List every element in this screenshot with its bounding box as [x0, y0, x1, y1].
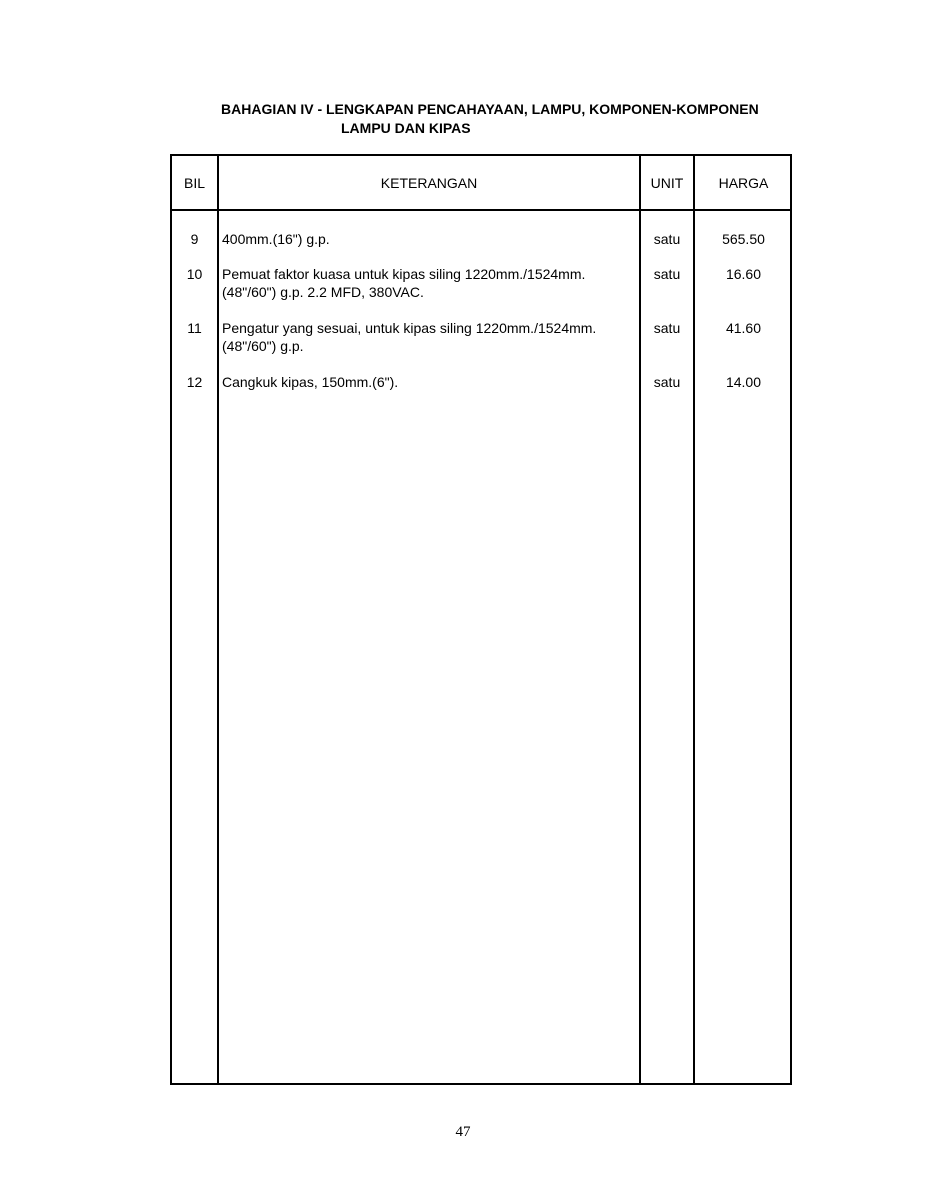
column-divider-unit: [693, 156, 695, 1083]
header-harga: HARGA: [718, 175, 769, 191]
cell-keterangan: [222, 230, 636, 248]
header-unit: UNIT: [650, 175, 684, 191]
column-divider-bil: [217, 156, 219, 1083]
price-table: [170, 154, 792, 1085]
header-bil: BIL: [183, 175, 205, 191]
cell-unit: satu: [653, 266, 681, 282]
cell-unit: satu: [653, 320, 681, 336]
description-line: (48"/60") g.p.: [222, 338, 304, 354]
cell-keterangan: [222, 373, 636, 391]
description-line: 400mm.(16") g.p.: [222, 231, 330, 247]
description-line: Pengatur yang sesuai, untuk kipas siling 1220mm./1524mm.: [222, 320, 597, 336]
cell-bil: 11: [187, 320, 202, 336]
cell-keterangan: [222, 265, 636, 301]
header-divider: [172, 209, 790, 211]
cell-bil: 12: [186, 374, 203, 390]
description-line: (48"/60") g.p. 2.2 MFD, 380VAC.: [222, 284, 424, 300]
cell-harga: 14.00: [725, 374, 762, 390]
cell-keterangan: [222, 319, 636, 355]
cell-harga: 16.60: [725, 266, 762, 282]
column-divider-keterangan: [639, 156, 641, 1083]
cell-unit: satu: [653, 231, 681, 247]
description-line: Pemuat faktor kuasa untuk kipas siling 1220mm./1524mm.: [222, 266, 586, 282]
header-keterangan: KETERANGAN: [380, 175, 478, 191]
cell-harga: 41.60: [725, 320, 762, 336]
document-title-line2: LAMPU DAN KIPAS: [341, 120, 471, 136]
cell-unit: satu: [653, 374, 681, 390]
description-line: Cangkuk kipas, 150mm.(6").: [222, 374, 399, 390]
cell-bil: 9: [190, 231, 199, 247]
cell-harga: 565.50: [722, 231, 765, 247]
cell-bil: 10: [186, 266, 203, 282]
page-number: 47: [455, 1124, 471, 1140]
document-title-line1: BAHAGIAN IV - LENGKAPAN PENCAHAYAAN, LAMPU, KOMPONEN-KOMPONEN: [221, 101, 759, 117]
